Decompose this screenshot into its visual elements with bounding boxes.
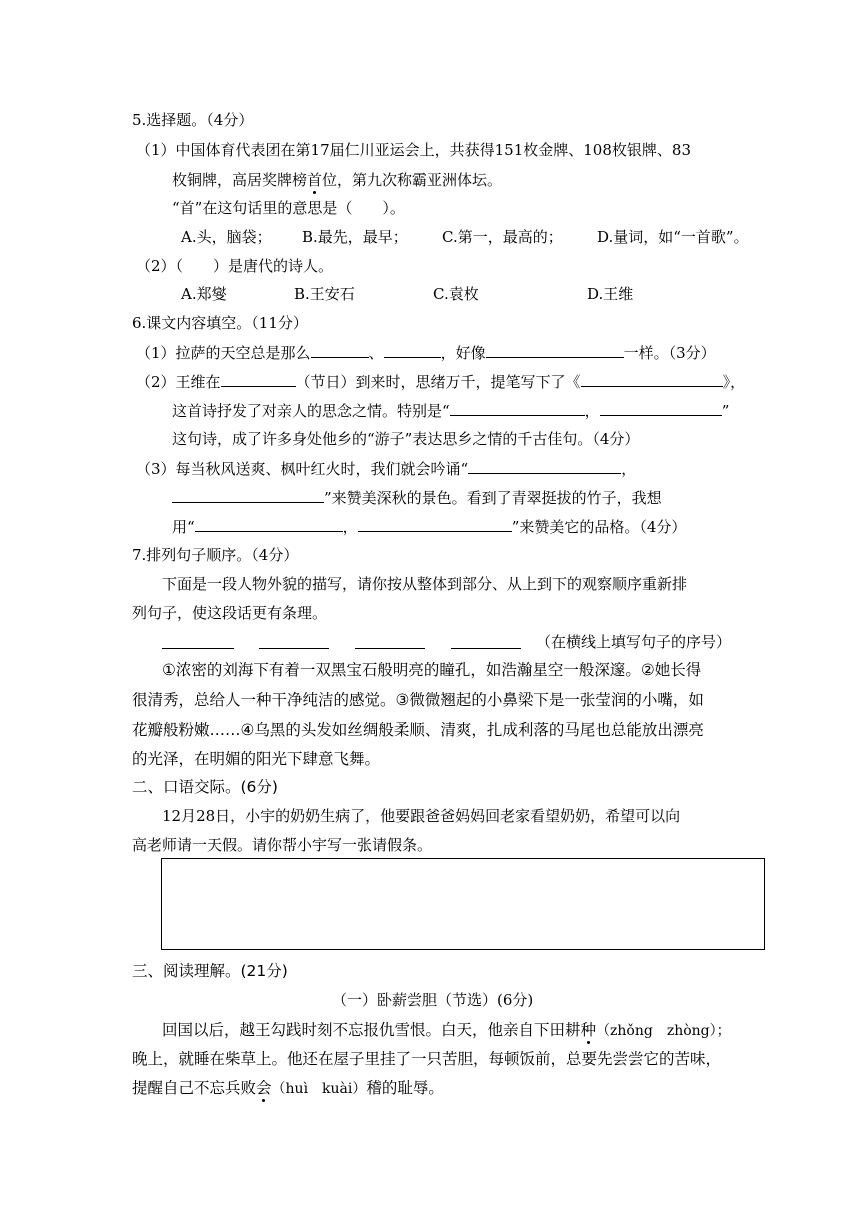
q7-sentence-line3: 花瓣般粉嫩……④乌黑的头发如丝绸般柔顺、清爽，扎成利落的马尾也总能放出漂亮	[132, 721, 704, 739]
blank-sky-1[interactable]	[311, 342, 369, 358]
q6-l5-text-a: （3）每当秋风送爽、枫叶红火时，我们就会吟诵“	[136, 460, 469, 478]
q5-p2-option-d: D.王维	[587, 285, 634, 303]
q5-p1-option-b: B.最先，最早；	[302, 228, 408, 246]
order-blank-1[interactable]	[162, 633, 234, 649]
q5-p1-option-d: D.量词，如“一首歌”。	[597, 228, 749, 246]
q6-l7-text-b: ，	[342, 518, 358, 536]
blank-poem-line-2[interactable]	[600, 400, 722, 416]
pinyin-choice-zhong: （zhǒng zhòng）；	[596, 1023, 731, 1039]
blank-poem-title[interactable]	[581, 371, 723, 387]
q7-sentence-line1: ①浓密的刘海下有着一双黑宝石般明亮的瞳孔，如浩瀚星空一般深邃。②她长得	[162, 661, 702, 679]
section3-title: 三、阅读理解。(21分)	[132, 962, 288, 980]
section2-prompt-line1: 12月28日，小宇的奶奶生病了，他要跟爸爸妈妈回老家看望奶奶，希望可以向	[162, 807, 681, 825]
section2-title: 二、口语交际。(6分)	[132, 778, 278, 796]
q6-l3-text-b: ，	[584, 402, 600, 420]
q6-line4: 这句诗，成了许多身处他乡的“游子”表达思乡之情的千古佳句。（4分）	[172, 430, 640, 448]
q5-p1-text-b: 位，第九次称霸亚洲体坛。	[322, 171, 503, 189]
q6-l7-text-a: 用“	[172, 518, 195, 536]
q6-l1-text-d: 一样。（3分）	[623, 344, 716, 362]
section2-prompt-line2: 高老师请一天假。请你帮小宇写一张请假条。	[132, 836, 433, 854]
reading-line3	[132, 1078, 444, 1099]
q5-p1-option-a: A.头，脑袋；	[181, 228, 272, 246]
q6-line5	[136, 458, 636, 479]
q5-p2-option-a: A.郑燮	[181, 285, 227, 303]
blank-poem-line-1[interactable]	[450, 400, 585, 416]
order-blank-3[interactable]	[355, 633, 425, 649]
blank-bamboo-1[interactable]	[195, 516, 343, 532]
q6-title: 6.课文内容填空。（11分）	[132, 314, 308, 332]
leave-note-answer-box[interactable]	[161, 858, 765, 950]
q7-sentence-line2: 很清秀，总给人一种干净纯洁的感觉。③微微翘起的小鼻梁下是一张莹润的小嘴，如	[132, 691, 704, 709]
q6-l3-text-a: 这首诗抒发了对亲人的思念之情。特别是“	[172, 402, 450, 420]
blank-sky-simile[interactable]	[486, 342, 624, 358]
q6-line1	[136, 342, 716, 363]
q5-p1-line1: （1）中国体育代表团在第17届仁川亚运会上，共获得151枚金牌、108枚银牌、83	[136, 141, 691, 159]
q6-line2	[136, 371, 745, 392]
emphasis-char-hui: 会	[256, 1079, 272, 1097]
q6-line7	[172, 516, 686, 537]
order-blank-2[interactable]	[259, 633, 329, 649]
q5-p2-option-b: B.王安石	[294, 285, 355, 303]
blank-autumn-2[interactable]	[172, 487, 324, 503]
q5-p1-question: “首”在这句话里的意思是（ ）。	[172, 199, 405, 217]
q6-l2-text-b: （节日）到来时，思绪万千，提笔写下了《	[295, 373, 581, 391]
q5-title: 5.选择题。（4分）	[132, 111, 254, 129]
blank-autumn-1[interactable]	[468, 458, 621, 474]
emphasis-char-zhong: 种	[580, 1021, 597, 1039]
q6-l1-text-c: ，好像	[440, 344, 486, 362]
reading-l1-text: 回国以后，越王勾践时刻不忘报仇雪恨。白天，他亲自下田耕	[162, 1021, 581, 1039]
q6-l5-text-b: ，	[621, 460, 637, 478]
q6-l2-text-c: 》，	[722, 373, 746, 391]
q6-l3-text-c: ”	[721, 402, 730, 420]
q5-p1-option-c: C.第一，最高的；	[442, 228, 563, 246]
q6-l1-text-a: （1）拉萨的天空总是那么	[136, 344, 311, 362]
q5-p1-line2	[172, 170, 502, 190]
q6-l1-text-b: 、	[368, 344, 384, 362]
blank-festival[interactable]	[221, 371, 296, 387]
reading-subtitle: （一）卧薪尝胆（节选）(6分)	[332, 991, 534, 1009]
reading-l3-text-a: 提醒自己不忘兵败	[132, 1079, 257, 1097]
blank-bamboo-2[interactable]	[358, 516, 512, 532]
blank-sky-2[interactable]	[384, 342, 441, 358]
q6-l2-text-a: （2）王维在	[136, 373, 221, 391]
order-blank-4[interactable]	[451, 633, 521, 649]
q5-p2-question: （2）（ ）是唐代的诗人。	[136, 257, 334, 275]
q5-p2-option-c: C.袁枚	[433, 285, 479, 303]
q7-sentence-line4: 的光泽，在明媚的阳光下肆意飞舞。	[132, 750, 381, 768]
q7-desc-line1: 下面是一段人物外貌的描写，请你按从整体到部分、从上到下的观察顺序重新排	[162, 575, 688, 593]
q6-line3	[172, 400, 729, 421]
q7-hint: （在横线上填写句子的序号）	[536, 633, 732, 651]
q7-desc-line2: 列句子，使这段话更有条理。	[132, 604, 328, 622]
q7-title: 7.排列句子顺序。（4分）	[132, 546, 299, 564]
q6-line6	[172, 487, 662, 508]
reading-l3-text-b: 稽的耻辱。	[366, 1079, 444, 1097]
pinyin-choice-hui: （huì kuài）	[271, 1081, 367, 1097]
q6-l7-text-c: ”来赞美它的品格。（4分）	[511, 518, 687, 536]
reading-line1	[162, 1020, 731, 1041]
q5-p1-text-a: 枚铜牌，高居奖牌榜	[172, 171, 308, 189]
reading-line2: 晚上，就睡在柴草上。他还在屋子里挂了一只苦胆，每顿饭前，总要先尝尝它的苦味，	[132, 1050, 722, 1068]
emphasis-char-shou: 首	[307, 171, 323, 189]
q6-l6-text-a: ”来赞美深秋的景色。看到了青翠挺拔的竹子，我想	[324, 489, 662, 507]
